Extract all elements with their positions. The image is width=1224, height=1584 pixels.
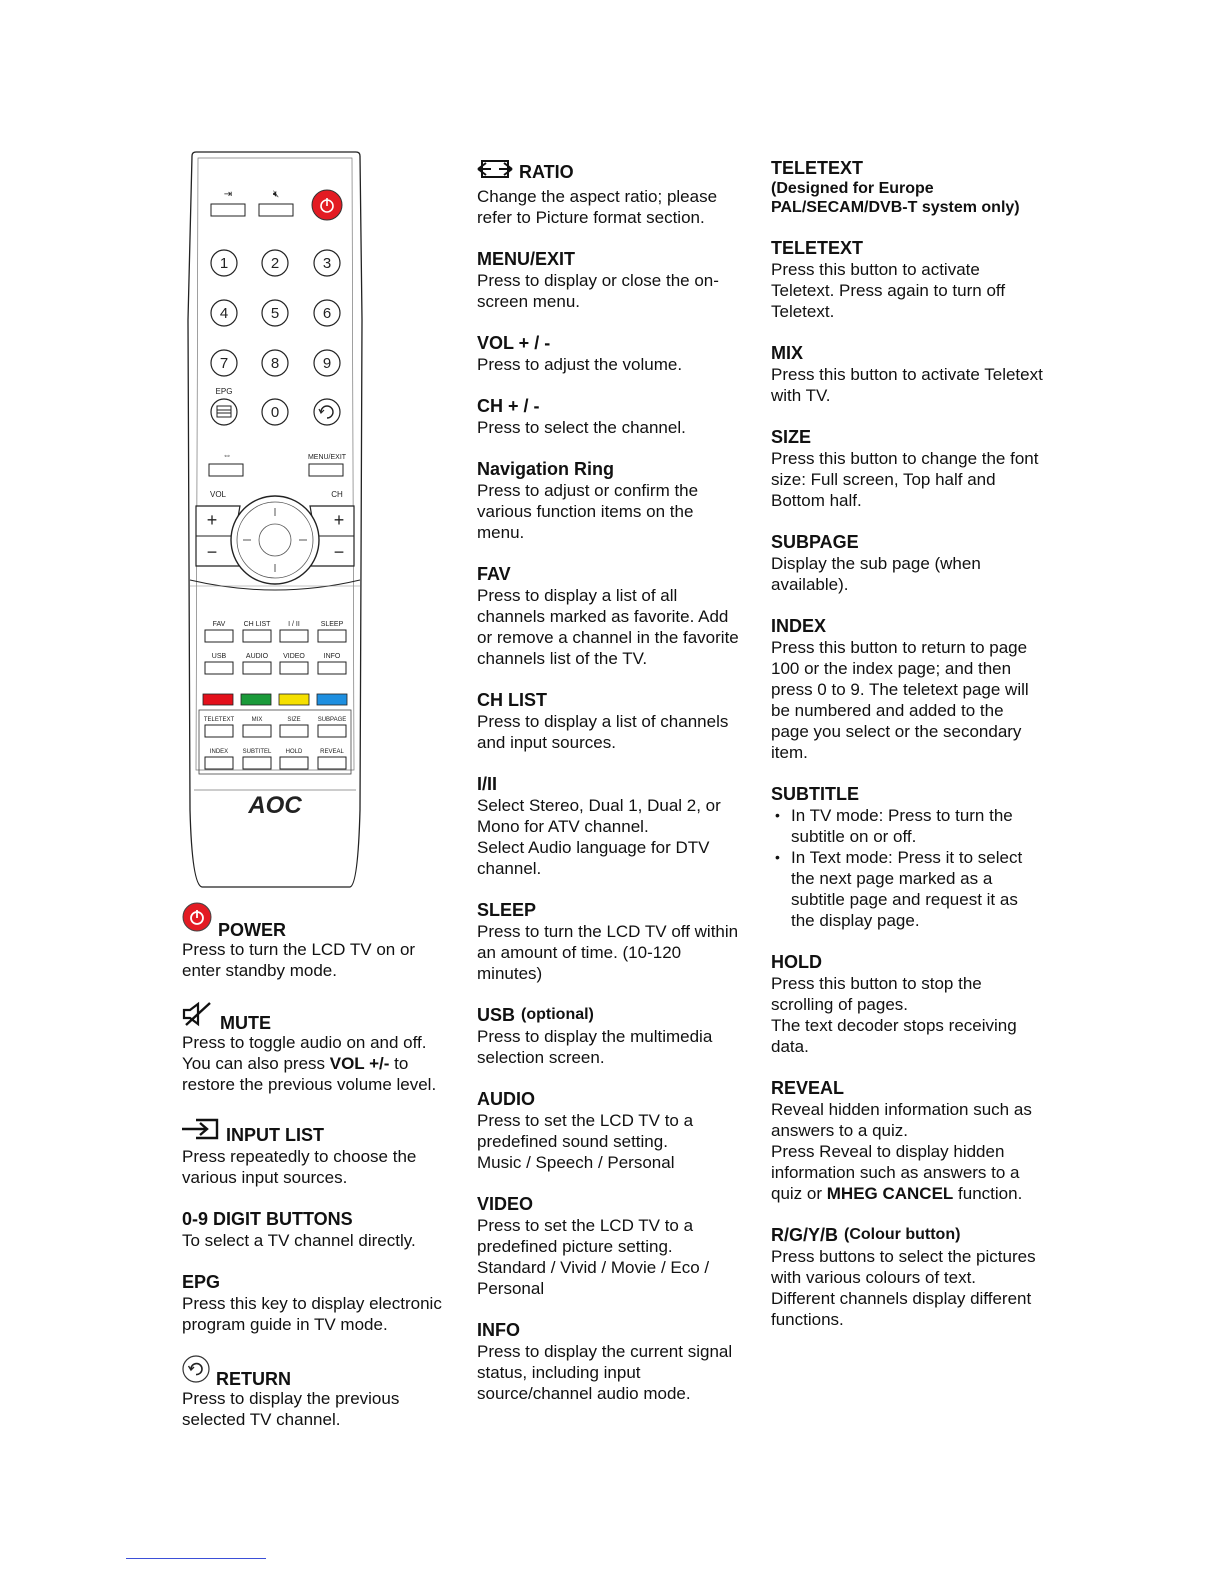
i-ii-section — [477, 773, 739, 879]
column-right — [771, 157, 1043, 1350]
navigation-ring-section — [477, 458, 739, 543]
column-left — [182, 902, 452, 1450]
function-button-label: SLEEP — [320, 621, 344, 628]
subtitle-title: SUBTITLE — [771, 784, 859, 804]
info-section — [477, 1319, 739, 1404]
ok-button — [259, 524, 291, 556]
function-button[interactable] — [318, 749, 346, 769]
navigation-ring-desc: Press to adjust or confirm the various function items on the menu. — [477, 481, 699, 542]
input-list-desc: Press repeatedly to choose the various input sources. — [182, 1147, 417, 1187]
hold-desc-2: The text decoder stops receiving data. — [771, 1016, 1017, 1056]
blue-button — [317, 694, 347, 705]
epg-section — [182, 1271, 452, 1335]
fav-section — [477, 563, 739, 669]
ratio-desc: Change the aspect ratio; please refer to Picture format section. — [477, 187, 718, 227]
digit-label: 7 — [219, 355, 229, 372]
vol-minus: − — [206, 542, 218, 562]
teletext-header-note-2: PAL/SECAM/DVB-T system only) — [771, 199, 1020, 216]
ch-list-desc: Press to display a list of channels and input sources. — [477, 712, 729, 752]
vol-title: VOL + / - — [477, 333, 551, 353]
video-desc-2: Standard / Vivid / Movie / Eco / Personal — [477, 1258, 710, 1298]
function-button-label: TELETEXT — [203, 717, 235, 723]
i-ii-title: I/II — [477, 774, 498, 794]
reveal-section — [771, 1077, 1043, 1204]
usb-desc: Press to display the multimedia selection screen. — [477, 1027, 713, 1067]
svg-text:🔇︎: 🔇︎ — [272, 189, 280, 200]
epg-desc: Press this key to display electronic program guide in TV mode. — [182, 1294, 442, 1334]
ch-minus: − — [333, 542, 345, 562]
digit-buttons-desc: To select a TV channel directly. — [182, 1231, 416, 1250]
red-button — [203, 694, 233, 705]
input-list-section — [182, 1117, 452, 1188]
digit-label: 6 — [322, 305, 332, 322]
reveal-desc-2: Press Reveal to display hidden information such as answers to a quiz or MHEG CANCEL function. — [771, 1142, 1023, 1203]
subpage-section — [771, 531, 1043, 595]
teletext-section — [771, 237, 1043, 322]
fav-desc: Press to display a list of all channels marked as favorite. Add or remove a channel in the favorite channels list of the TV. — [477, 586, 739, 668]
hold-section — [771, 951, 1043, 1057]
function-button-label: HOLD — [285, 749, 303, 755]
digit-label: 9 — [322, 355, 332, 372]
sleep-title: SLEEP — [477, 900, 537, 920]
function-button-label: I / II — [288, 621, 300, 628]
menu-exit-label: MENU/EXIT — [307, 454, 347, 461]
hold-desc-1: Press this button to stop the scrolling of pages. — [771, 974, 982, 1014]
subtitle-bullet-1: • In TV mode: Press to turn the subtitle on or off. — [791, 805, 1043, 847]
mute-title: MUTE — [220, 1012, 271, 1033]
power-icon — [182, 902, 212, 937]
sleep-section — [477, 899, 739, 984]
reveal-title: REVEAL — [771, 1078, 845, 1098]
digit-button-6[interactable] — [314, 300, 340, 326]
function-button[interactable] — [243, 653, 271, 674]
green-button — [241, 694, 271, 705]
digit-button-4[interactable] — [211, 300, 237, 326]
subtitle-section — [771, 783, 1043, 931]
function-button[interactable] — [280, 653, 308, 674]
digit-label: 2 — [270, 255, 280, 272]
navigation-ring[interactable] — [231, 496, 319, 584]
menu-exit-desc: Press to display or close the on-screen menu. — [477, 271, 719, 311]
teletext-desc: Press this button to activate Teletext. Press again to turn off Teletext. — [771, 260, 1006, 321]
digit-button-9[interactable] — [314, 350, 340, 376]
colour-button-section — [771, 1224, 1043, 1330]
digit-label: 1 — [219, 255, 229, 272]
video-title: VIDEO — [477, 1194, 534, 1214]
return-section — [182, 1355, 452, 1430]
ch-plus: + — [333, 510, 345, 530]
digit-button-2[interactable] — [262, 250, 288, 276]
function-button-label: INFO — [323, 653, 341, 660]
teletext-header-title: TELETEXT — [771, 158, 864, 178]
function-button-label: FAV — [212, 621, 226, 628]
mix-section — [771, 342, 1043, 406]
function-button[interactable] — [318, 621, 346, 642]
info-title: INFO — [477, 1320, 520, 1340]
return-desc: Press to display the previous selected TV channel. — [182, 1389, 400, 1429]
hold-title: HOLD — [771, 952, 822, 972]
colour-title: R/G/Y/B — [771, 1225, 839, 1245]
column-middle — [477, 157, 739, 1424]
digit-button-8[interactable] — [262, 350, 288, 376]
ratio-icon — [477, 157, 513, 186]
teletext-title: TELETEXT — [771, 238, 864, 258]
power-desc: Press to turn the LCD TV on or enter standby mode. — [182, 940, 416, 980]
index-title: INDEX — [771, 616, 827, 636]
audio-desc-2: Music / Speech / Personal — [477, 1153, 675, 1172]
digit-button-7[interactable] — [211, 350, 237, 376]
ch-desc: Press to select the channel. — [477, 418, 686, 437]
yellow-button — [279, 694, 309, 705]
i-ii-desc-2: Select Audio language for DTV channel. — [477, 838, 710, 878]
audio-title: AUDIO — [477, 1089, 535, 1109]
epg-title: EPG — [182, 1272, 221, 1292]
subpage-title: SUBPAGE — [771, 532, 859, 552]
usb-title: USB — [477, 1005, 516, 1025]
usb-section — [477, 1004, 739, 1068]
function-button-label: SUBTITEL — [242, 749, 272, 755]
usb-title-suffix: (optional) — [521, 1006, 594, 1023]
size-title: SIZE — [771, 427, 812, 447]
return-icon — [182, 1355, 210, 1388]
digit-label: 8 — [270, 355, 280, 372]
ch-list-title: CH LIST — [477, 690, 547, 710]
digit-button-0[interactable] — [262, 399, 288, 425]
video-desc-1: Press to set the LCD TV to a predefined picture setting. — [477, 1216, 694, 1256]
epg-button[interactable] — [211, 399, 237, 425]
aoc-logo: AOC — [248, 792, 302, 819]
ch-list-section — [477, 689, 739, 753]
function-button[interactable] — [204, 717, 235, 737]
function-button-label: MIX — [251, 717, 263, 723]
vol-desc: Press to adjust the volume. — [477, 355, 683, 374]
teletext-header-section — [771, 157, 1043, 217]
vol-section — [477, 332, 739, 375]
subtitle-bullet-2: • In Text mode: Press it to select the next page marked as a subtitle page and request it as the display page. — [791, 847, 1043, 931]
navigation-ring-title: Navigation Ring — [477, 459, 615, 479]
colour-desc: Press buttons to select the pictures with various colours of text. Different channels display different functions. — [771, 1247, 1036, 1329]
ratio-title: RATIO — [519, 161, 574, 182]
power-title: POWER — [218, 919, 287, 940]
mute-section — [182, 1001, 452, 1095]
function-button-label: INDEX — [209, 749, 229, 755]
ch-title: CH + / - — [477, 396, 540, 416]
digit-label: 3 — [322, 255, 332, 272]
reveal-desc-1: Reveal hidden information such as answers to a quiz. — [771, 1100, 1032, 1140]
input-list-title: INPUT LIST — [226, 1124, 324, 1145]
remote-control-illustration — [180, 150, 370, 895]
digit-label: 0 — [270, 404, 280, 421]
video-section — [477, 1193, 739, 1299]
menu-exit-button[interactable] — [309, 464, 343, 476]
ratio-section — [477, 157, 739, 228]
function-button-label: SUBPAGE — [317, 717, 347, 723]
mute-icon — [182, 1001, 214, 1032]
mute-desc: Press to toggle audio on and off. You can also press VOL +/- to restore the previous volume level. — [182, 1033, 437, 1094]
function-button-label: SIZE — [287, 717, 301, 723]
digit-button-3[interactable] — [314, 250, 340, 276]
function-button-label: VIDEO — [283, 653, 305, 660]
epg-label: EPG — [215, 387, 233, 396]
digit-buttons-section — [182, 1208, 452, 1251]
return-title: RETURN — [216, 1368, 291, 1389]
subpage-desc: Display the sub page (when available). — [771, 554, 981, 594]
digit-label: 4 — [219, 305, 229, 322]
function-button-label: REVEAL — [320, 749, 344, 755]
footer-rule — [126, 1558, 266, 1559]
info-desc: Press to display the current signal status, including input source/channel audio mode. — [477, 1342, 733, 1403]
menu-exit-title: MENU/EXIT — [477, 249, 576, 269]
colour-title-suffix: (Colour button) — [844, 1226, 961, 1243]
audio-section — [477, 1088, 739, 1173]
digit-button-1[interactable] — [211, 250, 237, 276]
audio-desc-1: Press to set the LCD TV to a predefined sound setting. — [477, 1111, 694, 1151]
fav-title: FAV — [477, 564, 511, 584]
size-desc: Press this button to change the font size: Full screen, Top half and Bottom half. — [771, 449, 1039, 510]
teletext-header-note-1: (Designed for Europe — [771, 180, 934, 197]
function-button[interactable] — [243, 749, 272, 769]
size-section — [771, 426, 1043, 511]
function-button-label: CH LIST — [243, 621, 271, 628]
ch-section — [477, 395, 739, 438]
function-button-label: USB — [211, 653, 227, 660]
input-icon — [182, 1117, 220, 1146]
function-button[interactable] — [318, 717, 347, 737]
svg-text:⇥: ⇥ — [223, 189, 233, 200]
function-button-label: AUDIO — [245, 653, 269, 660]
vol-plus: + — [206, 510, 218, 530]
sleep-desc: Press to turn the LCD TV off within an amount of time. (10-120 minutes) — [477, 922, 739, 983]
mix-desc: Press this button to activate Teletext with TV. — [771, 365, 1043, 405]
svg-text:⇔: ⇔ — [222, 450, 232, 460]
menu-exit-section — [477, 248, 739, 312]
power-section — [182, 902, 452, 981]
return-button[interactable] — [314, 399, 340, 425]
mix-title: MIX — [771, 343, 804, 363]
function-button[interactable] — [243, 621, 271, 642]
ch-label: CH — [331, 490, 343, 499]
i-ii-desc-1: Select Stereo, Dual 1, Dual 2, or Mono for ATV channel. — [477, 796, 721, 836]
digit-button-5[interactable] — [262, 300, 288, 326]
index-section — [771, 615, 1043, 763]
index-desc: Press this button to return to page 100 or the index page; and then press 0 to 9. The teletext page will be numbered and added to the page you select or the secondary item. — [771, 638, 1029, 762]
vol-label: VOL — [209, 490, 227, 499]
power-button[interactable] — [312, 190, 342, 220]
digit-buttons-title: 0-9 DIGIT BUTTONS — [182, 1209, 353, 1229]
digit-label: 5 — [270, 305, 280, 322]
